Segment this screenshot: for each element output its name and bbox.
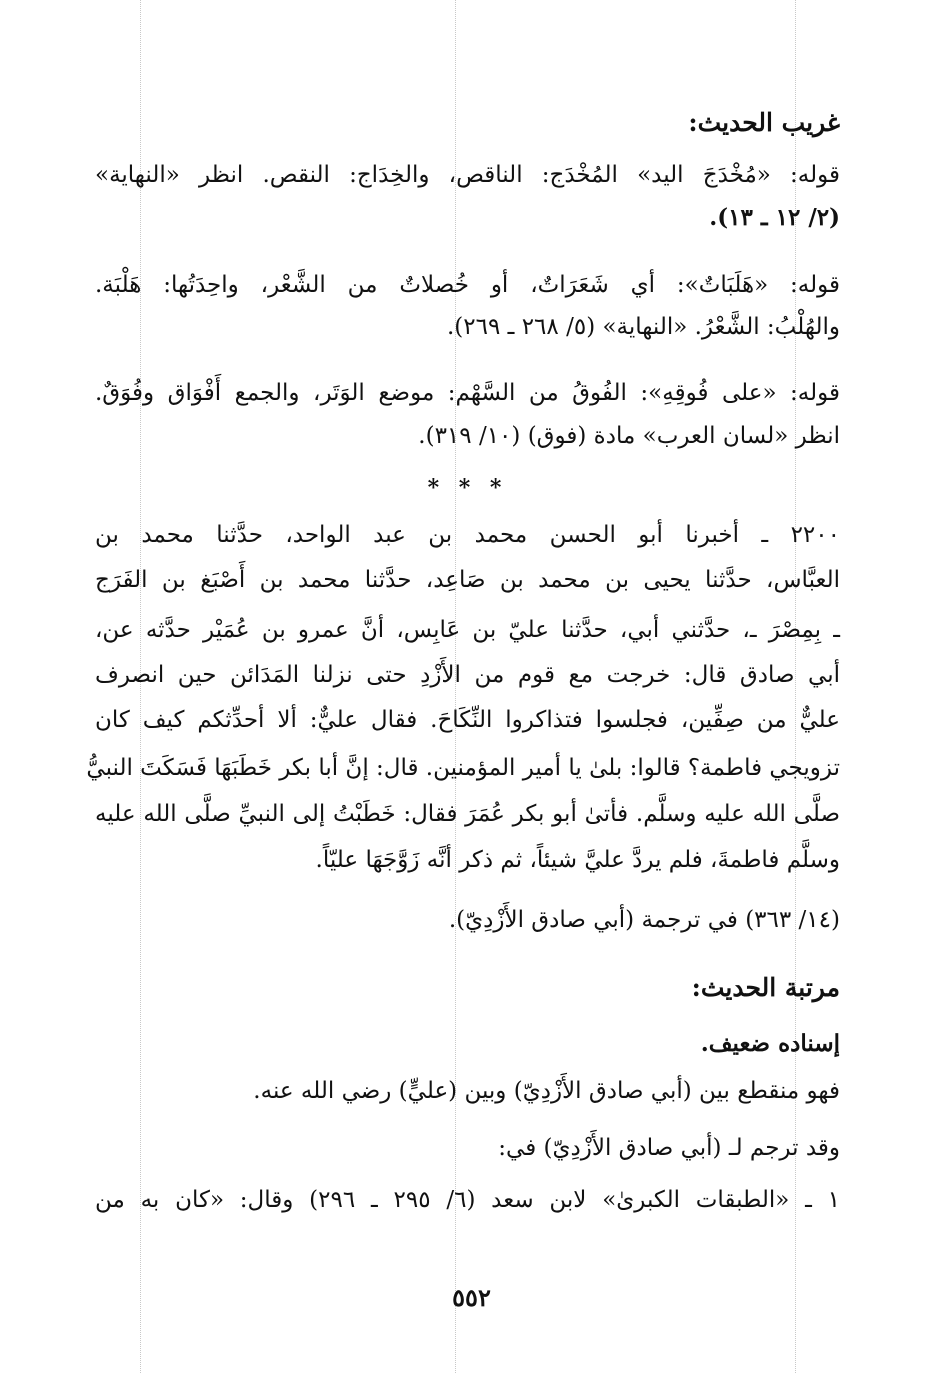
- tarjama-reference: (١٤/ ٣٦٣) في ترجمة (أبي صادق الأَزْدِيّ).: [448, 907, 840, 933]
- hadith-line: عليٌّ من صِفِّين، فجلسوا فتذاكروا النِّكَاحَ. فقال عليٌّ: ألا أحدِّثكم كيف كان: [95, 707, 841, 733]
- gharib-line: قوله: «على فُوقِهِ»: الفُوقُ من السَّهْم: موضع الوَتَر، والجمع أَفْوَاق وفُوَقٌ.: [95, 380, 840, 406]
- gharib-line: والهُلْبُ: الشَّعْرُ. «النهاية» (٥/ ٢٦٨ ـ ٢٦٩).: [446, 314, 840, 340]
- gharib-line: (٢/ ١٢ ـ ١٣).: [709, 204, 840, 231]
- section-heading-rutba: مرتبة الحديث:: [691, 973, 840, 1002]
- gharib-line: قوله: «هَلَبَاتٌ»: أي شَعَرَاتٌ، أو خُصلاتٌ من الشَّعْر، واحِدَتُها: هَلْبَة.: [95, 272, 840, 298]
- isnad-grade: إسناده ضعيف.: [700, 1030, 840, 1057]
- hadith-line: ـ بِمِصْرَ ـ، حدَّثني أبي، حدَّثنا عليّ بن عَابِس، أنَّ عمرو بن عُمَيْر حدَّثه عن،: [95, 617, 840, 643]
- hadith-line: وسلَّم فاطمةَ، فلم يردَّ عليَّ شيئاً، ثم ذكر أنَّه زَوَّجَهَا عليّاً.: [315, 847, 840, 873]
- hadith-line: ٢٢٠٠ ـ أخبرنا أبو الحسن محمد بن عبد الواحد، حدَّثنا محمد بن: [95, 522, 840, 548]
- hadith-line: العبَّاس، حدَّثنا يحيى بن محمد بن صَاعِد، حدَّثنا محمد بن أَصْبَغ بن الفَرَج: [95, 567, 840, 593]
- hadith-line: صلَّى الله عليه وسلَّم. فأتىٰ أبو بكر عُمَرَ فقال: خَطَبْتُ إلى النبيِّ صلَّى الله عليه: [95, 801, 840, 827]
- gharib-line: انظر «لسان العرب» مادة (فوق) (١٠/ ٣١٩).: [418, 423, 840, 449]
- page-number: ٥٥٢: [452, 1283, 491, 1312]
- hadith-line: تزويجي فاطمة؟ قالوا: بلىٰ يا أمير المؤمنين. قال: إنَّ أبا بكر خَطَبَهَا فَسَكَتَ النبيُّ: [86, 755, 840, 781]
- gharib-line: قوله: «مُخْدَجَ اليد» المُخْدَج: الناقص، والخِدَاج: النقص. انظر «النهاية»: [95, 162, 840, 188]
- hadith-line: أبي صادق قال: خرجت مع قوم من الأَزْدِ حتى نزلنا المَدَائن حين انصرف: [95, 662, 840, 688]
- rutba-line: فهو منقطع بين (أبي صادق الأَزْدِيّ) وبين (عليٍّ) رضي الله عنه.: [253, 1078, 840, 1104]
- rutba-line: ١ ـ «الطبقات الكبرىٰ» لابن سعد (٦/ ٢٩٥ ـ ٢٩٦) وقال: «كان به من: [95, 1187, 840, 1213]
- section-heading-gharib: غريب الحديث:: [688, 108, 840, 137]
- rutba-line: وقد ترجم لـ (أبي صادق الأَزْدِيّ) في:: [498, 1135, 840, 1161]
- section-separator: * * *: [427, 475, 508, 501]
